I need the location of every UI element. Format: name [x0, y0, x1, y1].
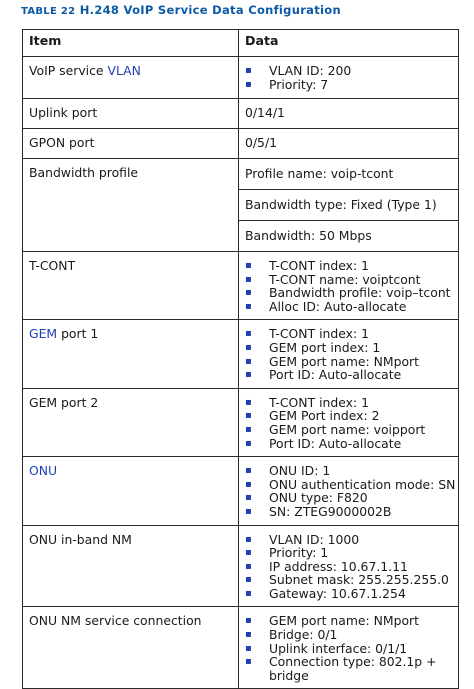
table-caption [21, 3, 341, 17]
data-value: 0/5/1 [239, 129, 459, 159]
item-cell [23, 57, 239, 99]
list-item: ▪ T-CONT index: 1 [245, 327, 452, 341]
item-label: ONU NM service connection [23, 607, 239, 689]
list-item: ▪ Priority: 1 [245, 546, 452, 560]
item-label: port 1 [57, 326, 99, 342]
data-value: Profile name: voip-tcont [239, 159, 458, 190]
data-cell [239, 525, 459, 607]
list-item-continuation: bridge [269, 667, 309, 683]
table-title: H.248 VoIP Service Data Configuration [79, 3, 341, 17]
list-item: ▪ VLAN ID: 1000 [245, 533, 452, 547]
vlan-link[interactable]: VLAN [107, 63, 141, 78]
list-item: ▪ T-CONT name: voiptcont [245, 273, 452, 287]
data-list [245, 259, 452, 313]
header-row [23, 30, 459, 57]
list-item: ▪ ONU type: F820 [245, 491, 452, 505]
table-row [23, 99, 459, 129]
table-row [23, 129, 459, 159]
data-cell [239, 159, 459, 252]
gem-link[interactable]: GEM [29, 326, 58, 342]
data-list [245, 533, 452, 601]
table-row [23, 457, 459, 525]
data-list [245, 614, 452, 682]
item-label: GPON port [23, 129, 239, 159]
list-item: ▪ IP address: 10.67.1.11 [245, 560, 452, 574]
data-list [245, 64, 452, 91]
data-cell [239, 388, 459, 456]
header-data: Data [239, 30, 459, 57]
list-item: ▪ GEM port name: NMport [245, 355, 452, 369]
table-number: TABLE 22 [21, 6, 76, 17]
list-item: ▪ T-CONT index: 1 [245, 259, 452, 273]
list-item: ▪ ONU authentication mode: SN [245, 478, 452, 492]
item-label: Uplink port [23, 99, 239, 129]
item-label: ONU in-band NM [23, 525, 239, 607]
data-cell [239, 457, 459, 525]
list-item: ▪ Connection type: 802.1p + [245, 655, 452, 669]
data-value: 0/14/1 [239, 99, 459, 129]
data-value: Bandwidth: 50 Mbps [245, 228, 372, 243]
list-item: ▪ SN: ZTEG9000002B [245, 505, 452, 519]
data-list [245, 396, 452, 450]
item-label: VoIP service [29, 63, 108, 78]
table-row [23, 159, 459, 252]
data-cell [239, 320, 459, 388]
item-label: GEM port 2 [23, 388, 239, 456]
list-item: ▪ Subnet mask: 255.255.255.0 [245, 573, 452, 587]
table-row [23, 252, 459, 320]
list-item: ▪ VLAN ID: 200 [245, 64, 452, 78]
list-item: ▪ GEM port index: 1 [245, 341, 452, 355]
data-cell [239, 252, 459, 320]
list-item: ▪ GEM Port index: 2 [245, 409, 452, 423]
list-item: ▪ GEM port name: NMport [245, 614, 452, 628]
table-row [23, 607, 459, 689]
table-row [23, 525, 459, 607]
list-item: ▪ T-CONT index: 1 [245, 396, 452, 410]
list-item: ▪ GEM port name: voipport [245, 423, 452, 437]
list-item: ▪ Alloc ID: Auto-allocate [245, 300, 452, 314]
data-cell [239, 607, 459, 689]
list-item: ▪ Uplink interface: 0/1/1 [245, 642, 452, 656]
list-item: ▪ Priority: 7 [245, 78, 452, 92]
header-item: Item [23, 30, 239, 57]
onu-link[interactable]: ONU [29, 463, 58, 479]
list-item: ▪ Bridge: 0/1 [245, 628, 452, 642]
item-cell [23, 320, 239, 388]
data-list [245, 327, 452, 381]
list-item: ▪ Port ID: Auto-allocate [245, 368, 452, 382]
list-item: ▪ Bandwidth profile: voip–tcont [245, 286, 452, 300]
data-value: Bandwidth type: Fixed (Type 1) [239, 190, 458, 221]
list-item: ▪ ONU ID: 1 [245, 464, 452, 478]
list-item: ▪ Gateway: 10.67.1.254 [245, 587, 452, 601]
item-label: Bandwidth profile [23, 159, 239, 252]
table-row [23, 57, 459, 99]
table-row [23, 388, 459, 456]
table-row [23, 320, 459, 388]
item-cell [23, 457, 239, 525]
voip-config-table [22, 29, 459, 689]
data-cell [239, 57, 459, 99]
data-list [245, 463, 456, 519]
list-item: ▪ Port ID: Auto-allocate [245, 437, 452, 451]
item-label: T-CONT [23, 252, 239, 320]
